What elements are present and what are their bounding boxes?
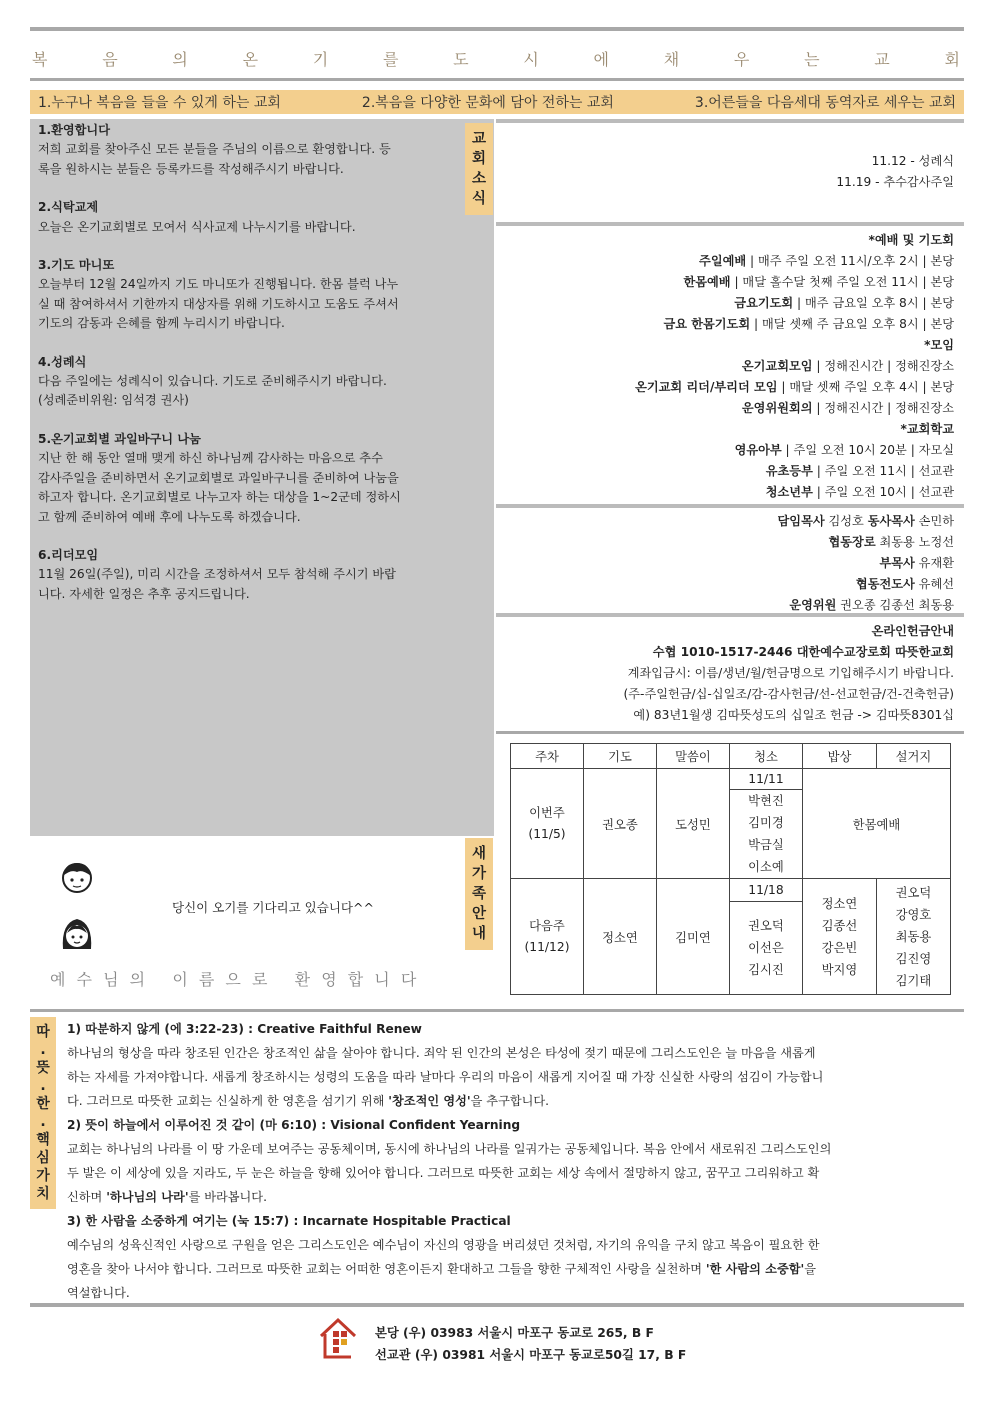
duty-table <box>510 743 951 995</box>
worship-item <box>496 314 964 335</box>
meal-cell <box>803 879 877 995</box>
core-text: 을 추구합니다. <box>470 1094 550 1108</box>
item-name: 주일예배 <box>699 254 747 268</box>
name-item: 김시진 <box>748 963 784 977</box>
notice-gap <box>38 411 458 430</box>
motto-char: 회 <box>944 50 960 69</box>
item-name: 온기교회모임 <box>741 359 813 373</box>
name-item: 박금실 <box>748 838 784 852</box>
core-top-rule <box>30 1009 964 1012</box>
church-news-section <box>496 119 964 219</box>
core-title: 2) 뜻이 하늘에서 이루어진 것 같이 (마 6:10) : Visional Confident Yearning <box>67 1118 521 1132</box>
col-header: 말씀이 <box>657 744 730 769</box>
motto-char: 복 <box>32 50 48 69</box>
item-detail: | 정해진시간 | 정해진장소 <box>812 359 954 373</box>
dish-cell <box>877 879 951 995</box>
label-char: 족 <box>471 886 486 902</box>
notice-line: 다음 주일에는 성례식이 있습니다. 기도로 준비해주시기 바랍니다. <box>38 374 387 389</box>
col-header: 기도 <box>584 744 657 769</box>
clean-date-cell: 11/11 <box>730 769 803 790</box>
name-item: 최동용 <box>895 929 932 944</box>
item-detail: | 매주 주일 오전 11시/오후 2시 | 본당 <box>746 254 954 268</box>
item-detail: | 매주 금요일 오후 8시 | 본당 <box>793 296 954 310</box>
schedule-section <box>496 222 964 505</box>
motto-char: 교 <box>874 50 890 69</box>
offering-rule <box>496 731 964 734</box>
motto-char: 채 <box>663 50 680 69</box>
woman-icon <box>60 915 94 953</box>
notice-line: 고 함께 준비하여 예배 후에 나누도록 하겠습니다. <box>38 509 301 524</box>
label-char: . <box>40 1078 46 1094</box>
core-line <box>67 1281 957 1305</box>
worship-item <box>496 251 964 272</box>
vision-2: 2.복음을 다양한 문화에 담아 전하는 교회 <box>361 95 614 111</box>
name-item: 김미경 <box>748 816 784 830</box>
top-rule <box>30 27 964 31</box>
item-name: 금요기도회 <box>734 296 794 310</box>
col-header: 청소 <box>730 744 803 769</box>
core-text: 를 바라봅니다. <box>188 1190 267 1204</box>
core-text: 영혼을 찾아 나서야 합니다. 그러므로 따뜻한 교회는 어떠한 영혼이든지 환대하고 그들을 향한 구체적인 사랑을 실천하며 <box>67 1262 706 1276</box>
meeting-item <box>496 356 964 377</box>
vision-bar <box>30 90 964 114</box>
staff-line <box>496 532 964 553</box>
label-char: . <box>40 1114 46 1130</box>
label-char: 식 <box>471 191 486 207</box>
motto-char: 에 <box>593 50 609 69</box>
item-name: 운영위원회의 <box>741 401 813 415</box>
table-row <box>511 879 951 902</box>
staff-name: 김성호 <box>824 514 868 528</box>
name-item: 박현진 <box>748 794 784 808</box>
staff-role: 협동전도사 <box>855 577 915 591</box>
notice-title: 2.식탁교제 <box>38 200 99 215</box>
notice-title: 3.기도 마니또 <box>38 258 115 273</box>
table-header-row <box>511 744 951 769</box>
core-title: 3) 한 사람을 소중하게 여기는 (눅 15:7) : Incarnate Hospitable Practical <box>67 1214 511 1228</box>
item-name: 금요 한몸기도회 <box>663 317 751 331</box>
word-cell: 도성민 <box>657 769 730 879</box>
item-name: 영유아부 <box>734 443 782 457</box>
item-detail: | 매달 셋째 주일 오후 4시 | 본당 <box>777 380 954 394</box>
notice-line: 니다. 자세한 일정은 추후 공지드립니다. <box>38 586 250 601</box>
offering-section <box>496 613 964 731</box>
core-line: 하는 자세를 가져야합니다. 새롭게 창조하시는 성령의 도움을 따라 날마다 우리의 마음이 새롭게 지어질 때 가장 신실한 사랑의 섬김이 가능합니 <box>67 1070 824 1084</box>
core-emphasis: '창조적인 영성' <box>388 1094 471 1108</box>
notice-title: 5.온기교회별 과일바구니 나눔 <box>38 431 201 446</box>
name-item: 김기태 <box>895 973 932 988</box>
notice-title: 1.환영합니다 <box>38 123 110 137</box>
clean-date-cell: 11/18 <box>730 879 803 902</box>
word-cell: 김미연 <box>657 879 730 995</box>
core-values <box>67 1017 957 1305</box>
notice-gap <box>38 179 458 198</box>
church-logo <box>318 1316 358 1360</box>
newcomer-label <box>465 838 493 950</box>
name-item: 강은빈 <box>821 940 858 955</box>
label-char: 한 <box>36 1096 50 1112</box>
staff-line <box>496 553 964 574</box>
notice-line: 11월 26일(주일), 미리 시간을 조정하셔서 모두 참석해 주시기 바랍 <box>38 567 396 582</box>
label-char: 따 <box>36 1024 50 1040</box>
motto-char: 음 <box>102 50 118 69</box>
core-text: 을 <box>804 1262 817 1276</box>
core-line <box>67 1089 957 1113</box>
core-emphasis: '하나님의 나라' <box>106 1190 189 1204</box>
motto-banner <box>32 47 960 70</box>
core-text: 다. 그러므로 따뜻한 교회는 신실하게 한 영혼을 섬기기 위해 <box>67 1094 389 1108</box>
address-mission: 선교관 (우) 03981 서울시 마포구 동교로50길 17, B F <box>375 1348 687 1362</box>
name-item: 이선은 <box>748 941 784 955</box>
name-item: 강영호 <box>895 907 932 922</box>
week-label: 이번주 <box>529 805 565 820</box>
label-char: 치 <box>36 1186 50 1202</box>
meal-cell: 한몸예배 <box>803 769 951 879</box>
motto-char: 우 <box>733 50 750 69</box>
name-item: 김진영 <box>895 951 932 966</box>
name-item: 권오덕 <box>748 919 784 933</box>
core-emphasis: '한 사람의 소중함' <box>705 1262 805 1276</box>
notice-line: 록을 원하시는 분들은 등록카드를 작성해주시기 바랍니다. <box>38 161 344 176</box>
meeting-item <box>496 398 964 419</box>
label-char: 교 <box>471 131 486 147</box>
motto-char: 도 <box>453 50 469 69</box>
motto-rule <box>30 78 964 81</box>
name-item: 권오덕 <box>895 885 932 900</box>
item-detail: | 주일 오전 10시 20분 | 자모실 <box>781 443 954 457</box>
worship-header: *예배 및 기도회 <box>868 233 954 247</box>
welcome-message: 당신이 오기를 기다리고 있습니다^^ <box>172 900 374 915</box>
motto-char: 기 <box>312 50 329 69</box>
staff-name: 권오종 김종선 최동용 <box>836 598 954 612</box>
worship-item <box>496 293 964 314</box>
core-line: 교회는 하나님의 나라를 이 땅 가운데 보여주는 공동체이며, 동시에 하나님의 나라를 일궈가는 공동체입니다. 복음 안에서 새로워진 그리스도인의 <box>67 1142 832 1156</box>
name-item: 정소연 <box>821 896 858 911</box>
notice-line: 실 때 참여하셔서 기한까지 대상자를 위해 기도하시고 도움도 주셔서 <box>38 296 399 311</box>
offering-note: (주-주일헌금/십-십일조/감-감사헌금/선-선교헌금/건-건축헌금) <box>623 687 954 701</box>
offering-note: 예) 83년1월생 김따뜻성도의 십일조 헌금 -> 김따뜻8301십 <box>633 708 954 722</box>
col-header: 주차 <box>511 744 584 769</box>
staff-name: 최동용 노정선 <box>875 535 954 549</box>
item-name: 온기교회 리더/부리더 모임 <box>635 380 778 394</box>
news-item: 11.12 - 성례식 <box>871 154 954 168</box>
notice-line: 오늘은 온기교회별로 모여서 식사교제 나누시기를 바랍니다. <box>38 219 356 234</box>
motto-char: 는 <box>804 50 820 69</box>
notice-line: 하고자 합니다. 온기교회별로 나누고자 하는 대상을 1~2군데 정하시 <box>38 490 401 505</box>
core-line: 두 발은 이 세상에 있을 지라도, 두 눈은 하늘을 향해 있어야 합니다. 그러므로 따뜻한 교회는 세상 속에서 절망하지 않고, 꿈꾸고 그리워하고 확 <box>67 1166 820 1180</box>
bottom-rule <box>30 1303 964 1307</box>
label-char: 가 <box>36 1168 50 1184</box>
item-detail: | 주일 오전 11시 | 선교관 <box>812 464 954 478</box>
core-line <box>67 1185 957 1209</box>
label-char: 내 <box>471 926 486 942</box>
address-main: 본당 (우) 03983 서울시 마포구 동교로 265, B F <box>375 1326 654 1340</box>
name-item: 김종선 <box>821 918 858 933</box>
core-line: 하나님의 형상을 따라 창조된 인간은 창조적인 삶을 살아야 합니다. 죄악 된 인간의 본성은 타성에 젖기 때문에 그리스도인은 늘 마음을 새롭게 <box>67 1046 816 1060</box>
welcome-footer: 예 수 님 의 이 름 으 로 환 영 합 니 다 <box>50 970 420 989</box>
worship-item <box>496 272 964 293</box>
col-header: 밥상 <box>803 744 877 769</box>
week-cell <box>511 769 584 879</box>
table-row <box>511 769 951 790</box>
school-item <box>496 440 964 461</box>
item-detail: | 주일 오전 10시 | 선교관 <box>812 485 954 499</box>
label-char: 안 <box>471 906 486 922</box>
notice-line: 저희 교회를 찾아주신 모든 분들을 주님의 이름으로 환영합니다. 등 <box>38 142 391 157</box>
week-cell <box>511 879 584 995</box>
item-detail: | 매달 셋째 주 금요일 오후 8시 | 본당 <box>750 317 954 331</box>
item-detail: | 정해진시간 | 정해진장소 <box>812 401 954 415</box>
core-values-label <box>30 1017 56 1209</box>
staff-role: 협동장로 <box>828 535 876 549</box>
church-news-label <box>465 123 493 215</box>
offering-account: 수협 1010-1517-2446 대한예수교장로회 따뜻한교회 <box>652 645 954 659</box>
school-header: *교회학교 <box>900 422 954 436</box>
staff-role: 운영위원 <box>789 598 837 612</box>
item-name: 청소년부 <box>765 485 813 499</box>
staff-name: 유재환 <box>914 556 954 570</box>
item-detail: | 매달 홀수달 첫째 주일 오전 11시 | 본당 <box>730 275 954 289</box>
man-icon <box>60 860 94 896</box>
notice-line: 기도의 감동과 은혜를 함께 누리시기 바랍니다. <box>38 316 285 331</box>
vision-1: 1.누구나 복음을 들을 수 있게 하는 교회 <box>38 95 281 111</box>
motto-char: 시 <box>523 50 539 69</box>
staff-role: 부목사 <box>879 556 915 570</box>
school-item <box>496 461 964 482</box>
staff-line <box>496 574 964 595</box>
label-char: 핵 <box>36 1132 50 1148</box>
core-title: 1) 따분하지 않게 (에 3:22-23) : Creative Faithful Renew <box>67 1022 422 1036</box>
label-char: 회 <box>471 151 486 167</box>
notice-title: 6.리더모임 <box>38 547 99 562</box>
notice-line: 지난 한 해 동안 열매 맺게 하신 하나님께 감사하는 마음으로 추수 <box>38 451 383 466</box>
notice-title: 4.성례식 <box>38 354 87 369</box>
clean-cell <box>730 790 803 879</box>
label-char: 가 <box>471 866 486 882</box>
core-text: 신하며 <box>67 1190 107 1204</box>
notice-line: 감사주일을 준비하면서 온기교회별로 과일바구니를 준비하여 나눔을 <box>38 470 399 485</box>
offering-note: 계좌입금시: 이름/생년/월/헌금명으로 기입해주시기 바랍니다. <box>627 666 954 680</box>
notice-line: 오늘부터 12월 24일까지 기도 마니또가 진행됩니다. 한몸 블럭 나누 <box>38 277 399 292</box>
label-char: . <box>40 1042 46 1058</box>
prayer-cell: 정소연 <box>584 879 657 995</box>
item-name: 유초등부 <box>765 464 813 478</box>
motto-char: 온 <box>242 50 259 69</box>
core-text: 역설합니다. <box>67 1286 130 1300</box>
school-item <box>496 482 964 503</box>
notice-gap <box>38 334 458 353</box>
staff-name: 유혜선 <box>914 577 954 591</box>
staff-line <box>496 511 964 532</box>
meeting-item <box>496 377 964 398</box>
label-char: 뜻 <box>36 1060 50 1076</box>
label-char: 새 <box>471 846 486 862</box>
notice-line: (성례준비위원: 임석경 권사) <box>38 393 189 408</box>
staff-section <box>496 504 964 611</box>
vision-3: 3.어른들을 다음세대 동역자로 세우는 교회 <box>694 95 956 111</box>
staff-role: 담임목사 <box>777 514 825 528</box>
col-header: 설거지 <box>877 744 951 769</box>
staff-role: 동사목사 <box>867 514 915 528</box>
week-date: (11/12) <box>524 939 570 954</box>
news-item: 11.19 - 추수감사주일 <box>836 175 954 189</box>
name-item: 이소예 <box>748 860 784 874</box>
label-char: 소 <box>471 171 486 187</box>
prayer-cell: 권오종 <box>584 769 657 879</box>
core-line: 예수님의 성육신적인 사랑으로 구원을 얻은 그리스도인은 예수님이 자신의 영광을 버리셨던 것처럼, 자기의 유익을 구치 않고 복음이 필요한 한 <box>67 1238 820 1252</box>
name-item: 박지영 <box>821 962 858 977</box>
motto-char: 의 <box>172 50 188 69</box>
week-label: 다음주 <box>529 918 565 933</box>
offering-title: 온라인헌금안내 <box>871 624 954 638</box>
week-date: (11/5) <box>528 826 566 841</box>
item-name: 한몸예배 <box>683 275 731 289</box>
notice-gap <box>38 237 458 256</box>
label-char: 심 <box>36 1150 50 1166</box>
clean-cell <box>730 902 803 995</box>
staff-name: 손민하 <box>914 514 954 528</box>
notices-list <box>38 121 458 604</box>
core-line <box>67 1257 957 1281</box>
notice-gap <box>38 527 458 546</box>
motto-char: 를 <box>382 50 399 69</box>
meetings-header: *모임 <box>924 338 954 352</box>
